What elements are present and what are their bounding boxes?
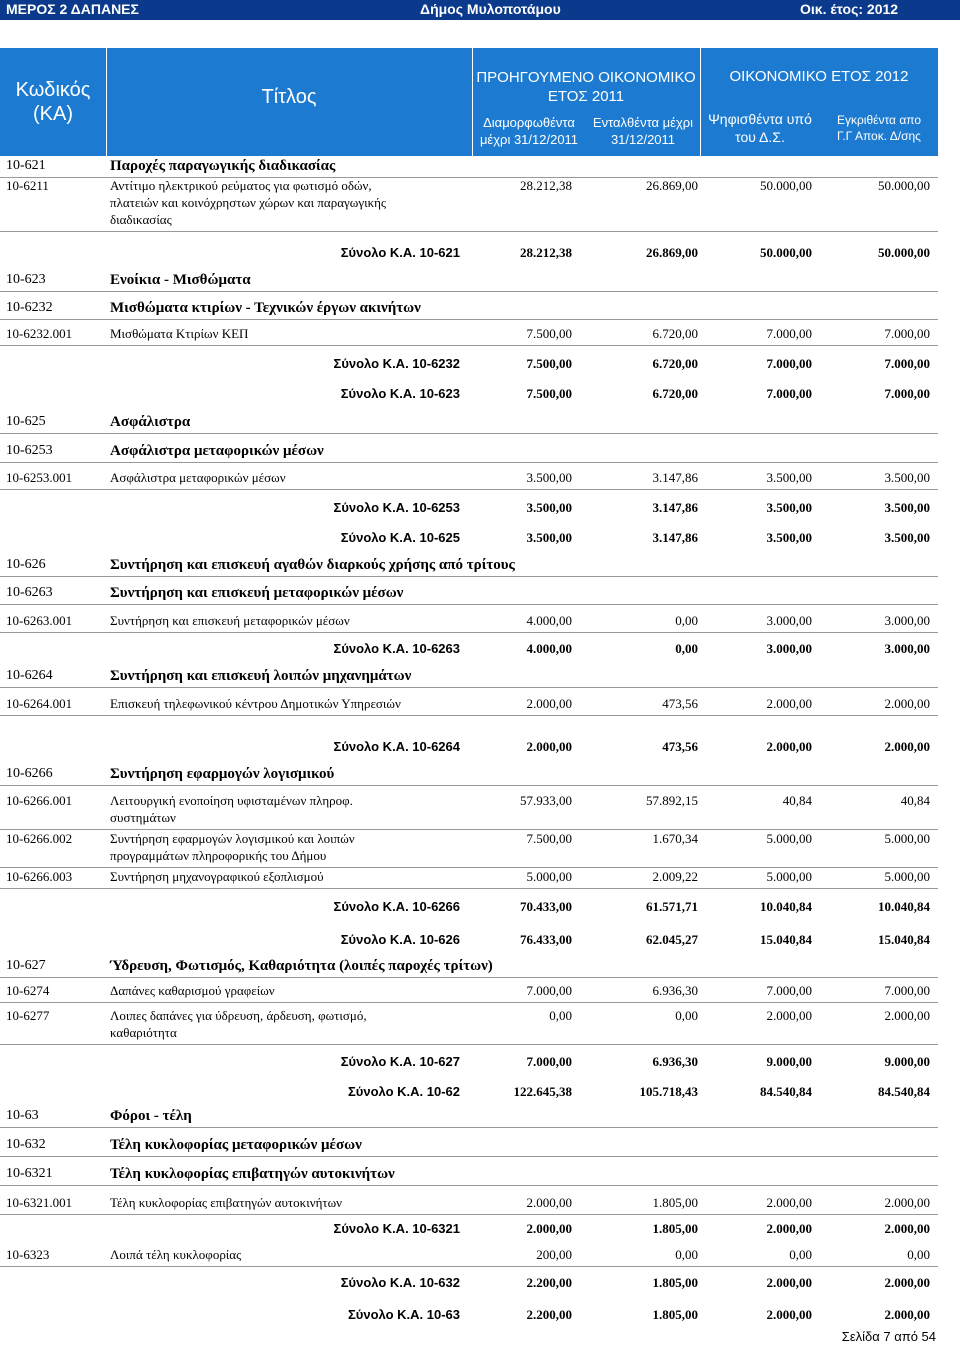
amount-cell: 2.000,00: [766, 1307, 812, 1322]
amount-cell: 7.000,00: [884, 356, 930, 371]
amount-cell: 2.000,00: [766, 1221, 812, 1236]
account-code: 10-63: [6, 1108, 39, 1123]
row-divider: [0, 867, 938, 868]
account-code: 10-623: [6, 272, 46, 287]
row-divider: [0, 977, 938, 978]
category-title: Ασφάλιστρα μεταφορικών μέσων: [110, 443, 324, 459]
amount-cell: 2.000,00: [766, 1275, 812, 1290]
amount-cell: 2.000,00: [884, 1008, 930, 1023]
line-item-row: [0, 869, 938, 889]
subtotal-row: [0, 1221, 938, 1241]
amount-cell: 5.000,00: [884, 869, 930, 884]
subtotal-row: [0, 245, 938, 265]
amount-cell: 3.147,86: [652, 500, 698, 515]
category-title: Τέλη κυκλοφορίας επιβατηγών αυτοκινήτων: [110, 1166, 395, 1182]
subtotal-label: Σύνολο Κ.Α. 10-6321: [333, 1221, 460, 1236]
item-title: πλατειών και κοινόχρηστων χώρων και παραγωγικής: [110, 195, 387, 210]
amount-cell: 50.000,00: [760, 178, 812, 193]
line-item-row: [0, 983, 938, 1003]
amount-cell: 7.000,00: [766, 386, 812, 401]
amount-cell: 57.933,00: [520, 793, 572, 808]
account-code: 10-632: [6, 1137, 46, 1152]
line-item-row: [0, 470, 938, 490]
account-code: 10-6263: [6, 585, 53, 600]
row-divider: [0, 1156, 938, 1157]
item-title: Λειτουργική ενοποίηση υφισταμένων πληροφ.: [110, 793, 353, 808]
amount-cell: 6.936,30: [652, 983, 698, 998]
amount-cell: 7.000,00: [884, 983, 930, 998]
amount-cell: 7.000,00: [766, 983, 812, 998]
amount-cell: 7.000,00: [884, 386, 930, 401]
subtotal-label: Σύνολο Κ.Α. 10-6232: [333, 356, 460, 371]
row-divider: [0, 687, 938, 688]
subtotal-label: Σύνολο Κ.Α. 10-6253: [333, 500, 460, 515]
amount-cell: 84.540,84: [760, 1084, 812, 1099]
amount-cell: 4.000,00: [526, 613, 572, 628]
item-title: Τέλη κυκλοφορίας επιβατηγών αυτοκινήτων: [110, 1195, 343, 1210]
account-code: 10-6266.001: [6, 793, 73, 808]
amount-cell: 50.000,00: [878, 178, 930, 193]
amount-cell: 473,56: [662, 696, 698, 711]
amount-cell: 3.000,00: [884, 613, 930, 628]
item-title: Ασφάλιστρα μεταφορικών μέσων: [110, 470, 286, 485]
category-row: [0, 414, 938, 434]
line-item-row: [0, 1195, 938, 1215]
category-row: [0, 443, 938, 463]
amount-cell: 1.805,00: [652, 1275, 698, 1290]
amount-cell: 5.000,00: [526, 869, 572, 884]
page-number: Σελίδα 7 από 54: [841, 1329, 936, 1344]
item-title: προγραμμάτων πληροφορικής του Δήμου: [110, 848, 327, 863]
subtotal-label: Σύνολο Κ.Α. 10-621: [340, 245, 460, 260]
subtotal-label: Σύνολο Κ.Α. 10-632: [340, 1275, 460, 1290]
amount-cell: 40,84: [900, 793, 930, 808]
amount-cell: 3.000,00: [766, 641, 812, 656]
item-title: Επισκευή τηλεφωνικού κέντρου Δημοτικών Υπηρεσιών: [110, 696, 401, 711]
amount-cell: 200,00: [536, 1247, 572, 1262]
account-code: 10-6266: [6, 766, 53, 781]
amount-cell: 70.433,00: [520, 899, 572, 914]
account-code: 10-6232: [6, 300, 53, 315]
row-divider: [0, 1044, 938, 1045]
amount-cell: 7.000,00: [526, 1054, 572, 1069]
amount-cell: 0,00: [549, 1008, 572, 1023]
amount-cell: 3.500,00: [884, 470, 930, 485]
category-row: [0, 585, 938, 605]
category-title: Συντήρηση και επισκευή μεταφορικών μέσων: [110, 585, 404, 601]
item-title: Μισθώματα Κτιρίων ΚΕΠ: [110, 326, 249, 341]
amount-cell: 6.720,00: [652, 356, 698, 371]
amount-cell: 10.040,84: [760, 899, 812, 914]
account-code: 10-6253: [6, 443, 53, 458]
item-title: συστημάτων: [110, 810, 176, 825]
subtotal-row: [0, 1307, 938, 1327]
amount-cell: 2.000,00: [526, 1221, 572, 1236]
amount-cell: 7.000,00: [766, 326, 812, 341]
subtotal-row: [0, 1084, 938, 1104]
amount-cell: 76.433,00: [520, 932, 572, 947]
amount-cell: 0,00: [789, 1247, 812, 1262]
amount-cell: 5.000,00: [884, 831, 930, 846]
amount-cell: 105.718,43: [639, 1084, 698, 1099]
category-row: [0, 1108, 938, 1128]
row-divider: [0, 604, 938, 605]
amount-cell: 2.000,00: [884, 739, 930, 754]
amount-cell: 6.720,00: [652, 326, 698, 341]
amount-cell: 3.500,00: [526, 500, 572, 515]
amount-cell: 6.720,00: [652, 386, 698, 401]
row-divider: [0, 345, 938, 346]
category-title: Συντήρηση εφαρμογών λογισμικού: [110, 766, 335, 782]
account-code: 10-6253.001: [6, 470, 73, 485]
subtotal-label: Σύνολο Κ.Α. 10-6263: [333, 641, 460, 656]
amount-cell: 1.805,00: [652, 1221, 698, 1236]
amount-cell: 3.500,00: [766, 530, 812, 545]
line-item-row: [0, 831, 938, 868]
amount-cell: 7.500,00: [526, 326, 572, 341]
subtotal-label: Σύνολο Κ.Α. 10-626: [340, 932, 460, 947]
category-title: Ύδρευση, Φωτισμός, Καθαριότητα (λοιπές παροχές τρίτων): [110, 958, 493, 974]
row-divider: [0, 576, 938, 577]
amount-cell: 2.000,00: [766, 1195, 812, 1210]
column-header-cur-year: ΟΙΚΟΝΟΜΙΚΟ ΕΤΟΣ 2012: [729, 68, 909, 85]
account-code: 10-6263.001: [6, 613, 73, 628]
column-header-title: Τίτλος: [261, 86, 317, 108]
amount-cell: 3.000,00: [884, 641, 930, 656]
amount-cell: 6.936,30: [652, 1054, 698, 1069]
account-code: 10-6211: [6, 178, 49, 193]
amount-cell: 2.000,00: [884, 1307, 930, 1322]
category-row: [0, 958, 938, 978]
amount-cell: 7.000,00: [766, 356, 812, 371]
account-code: 10-626: [6, 557, 46, 572]
subtotal-label: Σύνολο Κ.Α. 10-623: [340, 386, 460, 401]
subtotal-row: [0, 386, 938, 406]
category-title: Μισθώματα κτιρίων - Τεχνικών έργων ακινήτων: [110, 300, 421, 316]
amount-cell: 9.000,00: [766, 1054, 812, 1069]
category-title: Συντήρηση και επισκευή λοιπών μηχανημάτων: [110, 668, 412, 684]
amount-cell: 3.147,86: [652, 470, 698, 485]
subtotal-row: [0, 1275, 938, 1295]
row-divider: [0, 715, 938, 716]
category-row: [0, 158, 938, 178]
row-divider: [0, 433, 938, 434]
item-title: Αντίτιμο ηλεκτρικού ρεύματος για φωτισμό οδών,: [110, 178, 372, 193]
amount-cell: 61.571,71: [646, 899, 698, 914]
subtotal-label: Σύνολο Κ.Α. 10-627: [340, 1054, 460, 1069]
fiscal-year: Οικ. έτος: 2012: [800, 1, 899, 17]
category-title: Συντήρηση και επισκευή αγαθών διαρκούς χρήσης από τρίτους: [110, 557, 515, 573]
row-divider: [0, 1266, 938, 1267]
amount-cell: 3.000,00: [766, 613, 812, 628]
account-code: 10-625: [6, 414, 46, 429]
amount-cell: 84.540,84: [878, 1084, 930, 1099]
amount-cell: 3.500,00: [884, 500, 930, 515]
category-row: [0, 1137, 938, 1157]
column-header-code: Κωδικός (ΚΑ): [15, 79, 91, 125]
subtotal-row: [0, 1054, 938, 1074]
row-divider: [0, 489, 938, 490]
account-code: 10-6232.001: [6, 326, 73, 341]
account-code: 10-627: [6, 958, 46, 973]
subtotal-row: [0, 899, 938, 919]
account-code: 10-6266.002: [6, 831, 73, 846]
line-item-row: [0, 613, 938, 633]
amount-cell: 7.500,00: [526, 831, 572, 846]
subtotal-row: [0, 530, 938, 550]
item-title: Δαπάνες καθαρισμού γραφείων: [110, 983, 275, 998]
row-divider: [0, 1214, 938, 1215]
amount-cell: 7.500,00: [526, 356, 572, 371]
amount-cell: 7.500,00: [526, 386, 572, 401]
amount-cell: 0,00: [675, 1008, 698, 1023]
item-title: Συντήρηση εφαρμογών λογισμικού και λοιπών: [110, 831, 355, 846]
amount-cell: 3.500,00: [526, 530, 572, 545]
amount-cell: 1.670,34: [652, 831, 698, 846]
row-divider: [0, 1185, 938, 1186]
amount-cell: 2.200,00: [526, 1275, 572, 1290]
subtotal-row: [0, 641, 938, 661]
row-divider: [0, 632, 938, 633]
section-title: ΜΕΡΟΣ 2 ΔΑΠΑΝΕΣ: [6, 1, 139, 17]
municipality-name: Δήμος Μυλοποτάμου: [420, 1, 561, 17]
amount-cell: 3.500,00: [766, 500, 812, 515]
amount-cell: 2.000,00: [884, 1275, 930, 1290]
amount-cell: 122.645,38: [513, 1084, 572, 1099]
amount-cell: 1.805,00: [652, 1195, 698, 1210]
amount-cell: 28.212,38: [520, 245, 572, 260]
account-code: 10-6266.003: [6, 869, 73, 884]
account-code: 10-6264.001: [6, 696, 73, 711]
amount-cell: 7.000,00: [526, 983, 572, 998]
row-divider: [0, 1127, 938, 1128]
category-row: [0, 1166, 938, 1186]
line-item-row: [0, 793, 938, 830]
subtotal-label: Σύνολο Κ.Α. 10-6264: [333, 739, 460, 754]
column-header-approved: Εγκριθέντα απο Γ.Γ Αποκ. Δ/σης: [836, 113, 922, 143]
category-title: Ενοίκια - Μισθώματα: [110, 272, 251, 288]
subtotal-row: [0, 500, 938, 520]
amount-cell: 9.000,00: [884, 1054, 930, 1069]
column-header-ordered: Ενταλθέντα μέχρι 31/12/2011: [592, 115, 694, 147]
amount-cell: 2.000,00: [884, 1221, 930, 1236]
amount-cell: 50.000,00: [760, 245, 812, 260]
item-title: Συντήρηση και επισκευή μεταφορικών μέσων: [110, 613, 350, 628]
line-item-row: [0, 1008, 938, 1045]
amount-cell: 2.000,00: [766, 1008, 812, 1023]
subtotal-row: [0, 356, 938, 376]
item-title: Συντήρηση μηχανογραφικού εξοπλισμού: [110, 869, 324, 884]
amount-cell: 10.040,84: [878, 899, 930, 914]
amount-cell: 2.000,00: [526, 739, 572, 754]
column-header-formed: Διαμορφωθέντα μέχρι 31/12/2011: [479, 115, 579, 147]
subtotal-row: [0, 739, 938, 759]
line-item-row: [0, 696, 938, 716]
amount-cell: 57.892,15: [646, 793, 698, 808]
account-code: 10-6264: [6, 668, 53, 683]
line-item-row: [0, 178, 938, 232]
subtotal-label: Σύνολο Κ.Α. 10-63: [347, 1307, 460, 1322]
subtotal-label: Σύνολο Κ.Α. 10-625: [340, 530, 460, 545]
account-code: 10-6274: [6, 983, 50, 998]
amount-cell: 3.147,86: [652, 530, 698, 545]
category-title: Τέλη κυκλοφορίας μεταφορικών μέσων: [110, 1137, 362, 1153]
amount-cell: 2.000,00: [526, 696, 572, 711]
amount-cell: 26.869,00: [646, 245, 698, 260]
category-row: [0, 668, 938, 688]
amount-cell: 3.500,00: [884, 530, 930, 545]
amount-cell: 0,00: [907, 1247, 930, 1262]
item-title: καθαριότητα: [110, 1025, 177, 1040]
item-title: Λοιπες δαπάνες για ύδρευση, άρδευση, φωτισμό,: [110, 1008, 367, 1023]
category-row: [0, 766, 938, 786]
line-item-row: [0, 326, 938, 346]
subtotal-label: Σύνολο Κ.Α. 10-62: [347, 1084, 460, 1099]
amount-cell: 62.045,27: [646, 932, 698, 947]
category-row: [0, 557, 938, 577]
amount-cell: 50.000,00: [878, 245, 930, 260]
subtotal-label: Σύνολο Κ.Α. 10-6266: [333, 899, 460, 914]
amount-cell: 0,00: [675, 1247, 698, 1262]
page-header-bar: [0, 0, 960, 20]
table-header: [0, 48, 938, 156]
amount-cell: 0,00: [675, 613, 698, 628]
account-code: 10-6321: [6, 1166, 53, 1181]
amount-cell: 2.200,00: [526, 1307, 572, 1322]
amount-cell: 2.000,00: [884, 1195, 930, 1210]
amount-cell: 473,56: [662, 739, 698, 754]
amount-cell: 2.000,00: [884, 696, 930, 711]
amount-cell: 40,84: [782, 793, 812, 808]
amount-cell: 1.805,00: [652, 1307, 698, 1322]
category-row: [0, 300, 938, 320]
account-code: 10-621: [6, 158, 46, 173]
item-title: Λοιπά τέλη κυκλοφορίας: [110, 1247, 242, 1262]
row-divider: [0, 231, 938, 232]
amount-cell: 0,00: [675, 641, 698, 656]
row-divider: [0, 785, 938, 786]
row-divider: [0, 1002, 938, 1003]
category-title: Φόροι - τέλη: [110, 1108, 192, 1124]
column-header-prev-year: ΠΡΟΗΓΟΥΜΕΝΟ ΟΙΚΟΝΟΜΙΚΟ ΕΤΟΣ 2011: [476, 69, 696, 105]
row-divider: [0, 829, 938, 830]
column-header-voted: Ψηφισθέντα υπό του Δ.Σ.: [708, 111, 812, 145]
amount-cell: 4.000,00: [526, 641, 572, 656]
amount-cell: 26.869,00: [646, 178, 698, 193]
category-title: Ασφάλιστρα: [110, 414, 191, 430]
amount-cell: 5.000,00: [766, 831, 812, 846]
row-divider: [0, 888, 938, 889]
amount-cell: 15.040,84: [760, 932, 812, 947]
amount-cell: 5.000,00: [766, 869, 812, 884]
category-title: Παροχές παραγωγικής διαδικασίας: [110, 158, 336, 174]
amount-cell: 7.000,00: [884, 326, 930, 341]
amount-cell: 28.212,38: [520, 178, 572, 193]
row-divider: [0, 319, 938, 320]
amount-cell: 3.500,00: [766, 470, 812, 485]
item-title: διαδικασίας: [110, 212, 172, 227]
account-code: 10-6321.001: [6, 1195, 73, 1210]
account-code: 10-6277: [6, 1008, 50, 1023]
subtotal-row: [0, 932, 938, 952]
amount-cell: 2.000,00: [766, 696, 812, 711]
amount-cell: 2.000,00: [766, 739, 812, 754]
amount-cell: 3.500,00: [526, 470, 572, 485]
line-item-row: [0, 1247, 938, 1267]
row-divider: [0, 462, 938, 463]
amount-cell: 2.000,00: [526, 1195, 572, 1210]
category-row: [0, 272, 938, 292]
amount-cell: 2.009,22: [652, 869, 698, 884]
amount-cell: 15.040,84: [878, 932, 930, 947]
account-code: 10-6323: [6, 1247, 50, 1262]
row-divider: [0, 291, 938, 292]
